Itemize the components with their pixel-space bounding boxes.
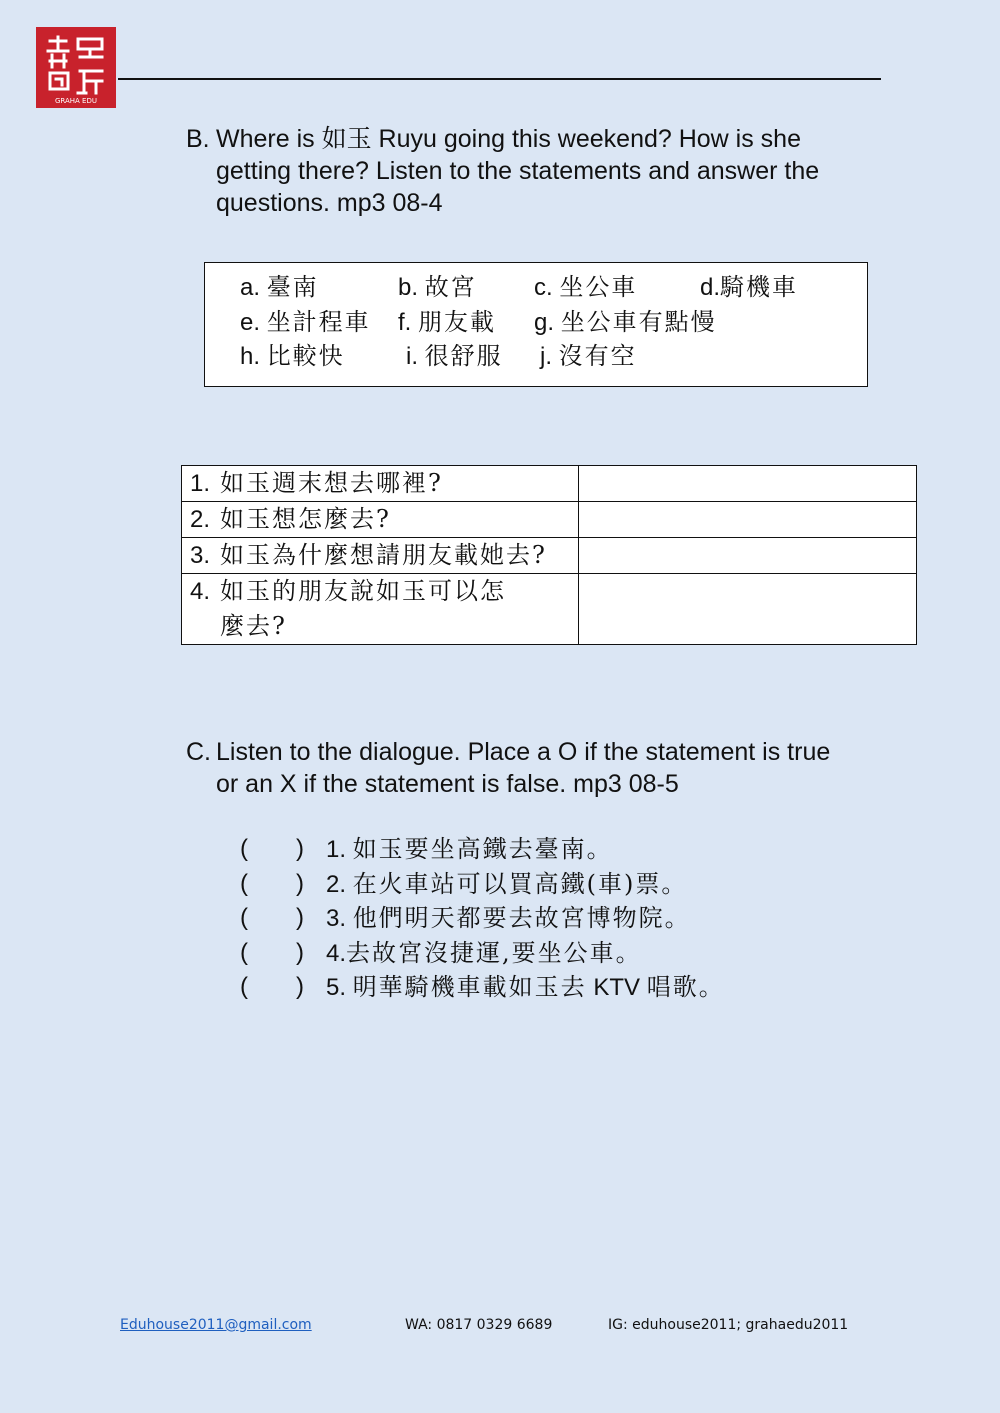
question-text-cont: 麼去? <box>220 612 287 640</box>
logo-text: GRAHA EDU <box>54 97 98 105</box>
list-item: ( ) 3. 他們明天都要去故宮博物院。 <box>240 901 940 936</box>
section-b-heading <box>186 123 906 219</box>
table-row <box>182 502 917 538</box>
option-e: e. 坐計程車 <box>240 308 371 336</box>
statement: 3. 他們明天都要去故宮博物院。 <box>326 904 691 932</box>
option-g: g. 坐公車有點慢 <box>534 308 717 336</box>
section-c-line-1: Listen to the dialogue. Place a O if the statement is true <box>216 738 831 766</box>
list-item: ( ) 5. 明華騎機車載如玉去 KTV 唱歌。 <box>240 970 940 1005</box>
question-cell: 3. 如玉為什麼想請朋友載她去? <box>182 538 579 574</box>
question-text: 如玉的朋友說如玉可以怎 <box>220 577 506 605</box>
section-b-line-3: questions. mp3 08-4 <box>216 189 443 217</box>
section-c-heading <box>186 736 906 800</box>
answer-cell[interactable] <box>578 574 916 645</box>
option-f: f. 朋友載 <box>398 308 497 336</box>
answer-cell[interactable] <box>578 466 916 502</box>
statement: 5. 明華騎機車載如玉去 KTV 唱歌。 <box>326 973 725 1001</box>
options-box <box>204 262 868 387</box>
list-item: ( ) 4.去故宮沒捷運,要坐公車。 <box>240 936 940 971</box>
option-i: i. 很舒服 <box>406 342 503 370</box>
email-link[interactable]: Eduhouse2011@gmail.com <box>120 1317 312 1333</box>
header-rule <box>118 78 881 80</box>
option-c: c. 坐公車 <box>534 273 638 301</box>
section-c-letter: C. <box>186 738 211 766</box>
section-b-line-1: Where is 如玉 Ruyu going this weekend? How is she <box>216 125 801 153</box>
question-table <box>181 465 917 645</box>
question-cell: 4. 如玉的朋友說如玉可以怎 麼去? <box>182 574 579 645</box>
footer-instagram: IG: eduhouse2011; grahaedu2011 <box>608 1317 849 1333</box>
question-text: 如玉週末想去哪裡? <box>220 469 443 497</box>
true-false-list <box>240 832 940 1005</box>
logo <box>36 27 116 108</box>
option-h: h. 比較快 <box>240 342 345 370</box>
question-text: 如玉想怎麼去? <box>220 505 391 533</box>
answer-cell[interactable] <box>578 502 916 538</box>
footer-email[interactable] <box>120 1317 312 1333</box>
option-j: j. 沒有空 <box>540 342 637 370</box>
option-a: a. 臺南 <box>240 273 319 301</box>
table-row <box>182 538 917 574</box>
section-b-line-2: getting there? Listen to the statements and answer the <box>216 157 820 185</box>
answer-cell[interactable] <box>578 538 916 574</box>
option-d: d.騎機車 <box>700 273 799 301</box>
question-text: 如玉為什麼想請朋友載她去? <box>220 541 547 569</box>
table-row <box>182 466 917 502</box>
list-item: ( ) 2. 在火車站可以買高鐵(車)票。 <box>240 867 940 902</box>
section-c-line-2: or an X if the statement is false. mp3 08-5 <box>216 770 679 798</box>
footer-whatsapp: WA: 0817 0329 6689 <box>405 1317 553 1333</box>
question-cell: 2. 如玉想怎麼去? <box>182 502 579 538</box>
statement: 4.去故宮沒捷運,要坐公車。 <box>326 938 642 967</box>
list-item: ( ) 1. 如玉要坐高鐵去臺南。 <box>240 832 940 867</box>
statement: 2. 在火車站可以買高鐵(車)票。 <box>326 869 688 898</box>
section-b-letter: B. <box>186 125 210 153</box>
option-b: b. 故宮 <box>398 273 477 301</box>
table-row <box>182 574 917 645</box>
statement: 1. 如玉要坐高鐵去臺南。 <box>326 835 613 863</box>
question-cell: 1. 如玉週末想去哪裡? <box>182 466 579 502</box>
logo-seal-icon <box>36 27 116 108</box>
